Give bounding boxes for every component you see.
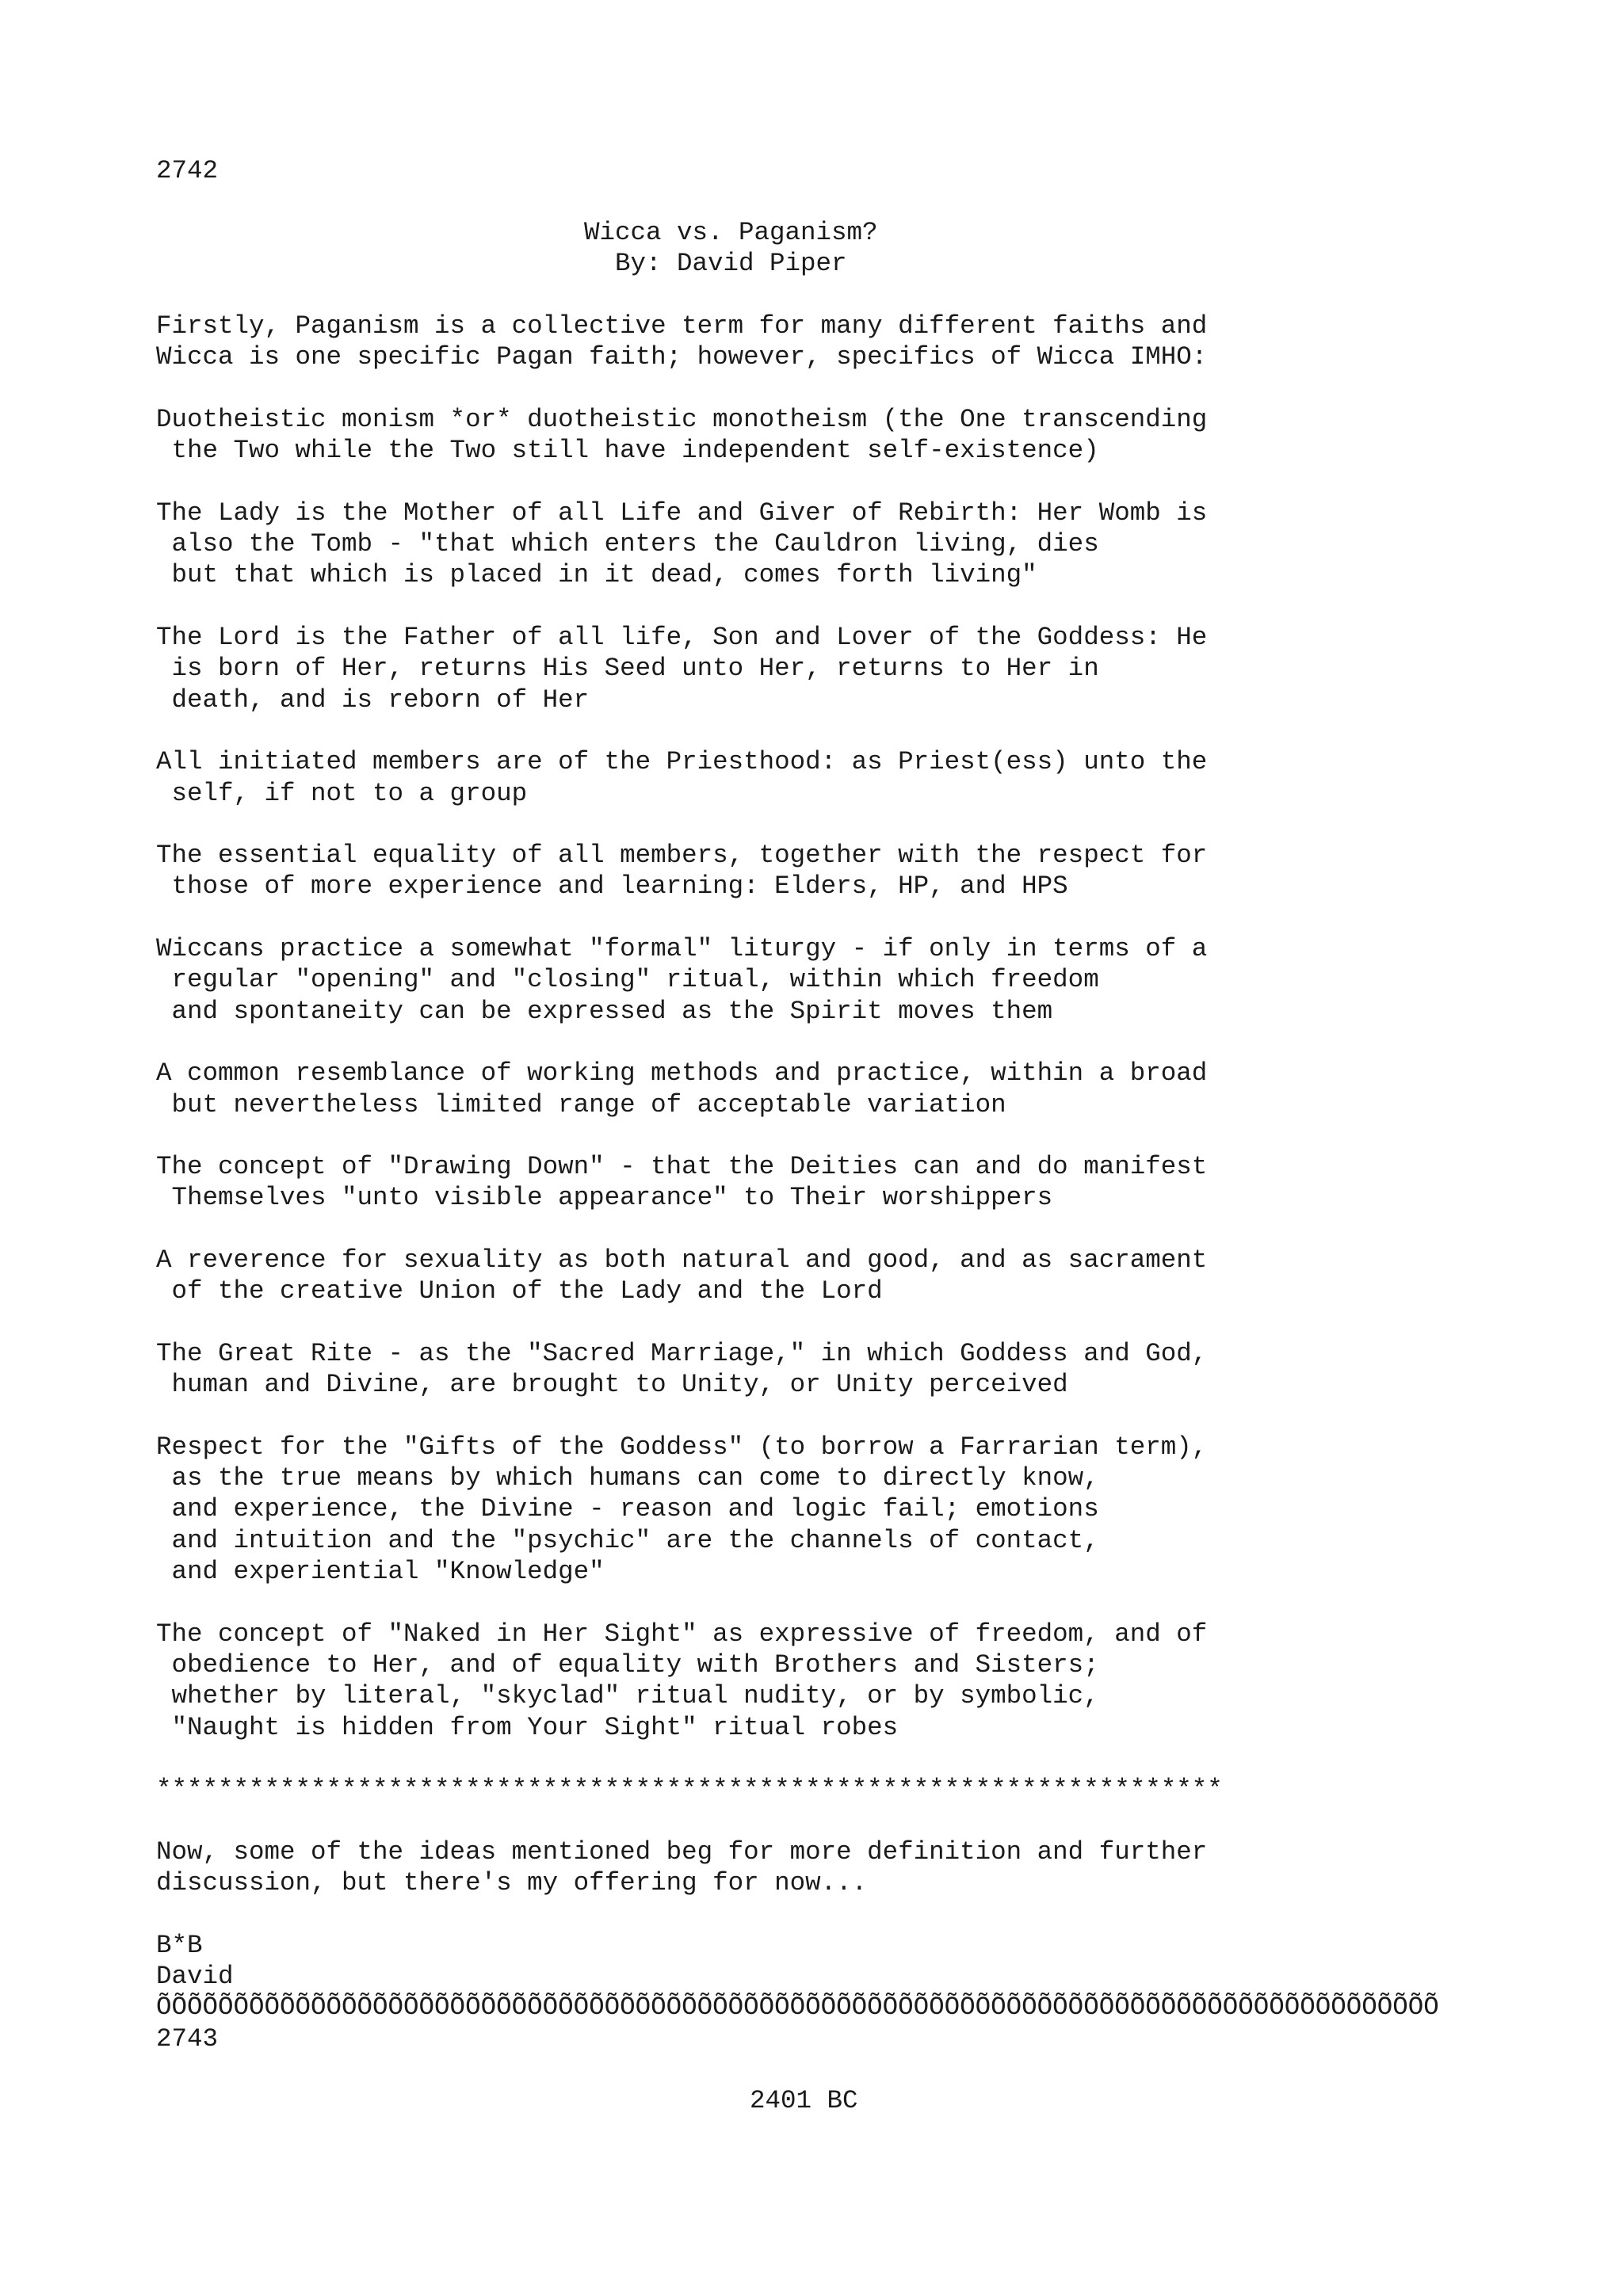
document-byline: By: David Piper — [615, 249, 847, 278]
entry-number: 2742 — [156, 156, 219, 185]
point-line: Duotheistic monism *or* duotheistic monotheism (the One transcending — [156, 404, 1208, 434]
point-line: and intuition and the "psychic" are the channels of contact, — [156, 1525, 1099, 1555]
point-line: is born of Her, returns His Seed unto Her, returns to Her in — [156, 654, 1099, 684]
point-line: the Two while the Two still have independent self-existence) — [156, 436, 1099, 466]
point-line: The Lady is the Mother of all Life and Giver of Rebirth: Her Womb is — [156, 498, 1208, 528]
point-line: and experience, the Divine - reason and logic fail; emotions — [156, 1494, 1099, 1524]
point-line: also the Tomb - "that which enters the Cauldron living, dies — [156, 529, 1099, 559]
point-line: human and Divine, are brought to Unity, or Unity perceived — [156, 1370, 1068, 1400]
point-line: of the creative Union of the Lady and the Lord — [156, 1276, 883, 1306]
point-line: Respect for the "Gifts of the Goddess" (to borrow a Farrarian term), — [156, 1432, 1208, 1462]
closing-line: Now, some of the ideas mentioned beg for more definition and further — [156, 1836, 1208, 1867]
point-line: All initiated members are of the Priesthood: as Priest(ess) unto the — [156, 747, 1208, 777]
next-entry-title: 2401 BC — [750, 2086, 858, 2116]
point-line: but that which is placed in it dead, comes forth living" — [156, 560, 1037, 590]
point-line: those of more experience and learning: Elders, HP, and HPS — [156, 871, 1068, 902]
point-line: The concept of "Naked in Her Sight" as expressive of freedom, and of — [156, 1619, 1208, 1649]
point-line: obedience to Her, and of equality with Brothers and Sisters; — [156, 1650, 1099, 1680]
point-line: as the true means by which humans can come to directly know, — [156, 1463, 1099, 1493]
point-line: death, and is reborn of Her — [156, 685, 590, 715]
signoff: B*B — [156, 1930, 203, 1960]
point-line: Themselves "unto visible appearance" to Their worshippers — [156, 1183, 1053, 1213]
character-rule: ÕÕÕÕÕÕÕÕÕÕÕÕÕÕÕÕÕÕÕÕÕÕÕÕÕÕÕÕÕÕÕÕÕÕÕÕÕÕÕÕÕÕÕÕÕÕÕÕÕÕÕÕÕÕÕÕÕÕÕÕÕÕÕÕÕÕÕÕÕÕÕÕÕÕÕÕÕÕÕÕÕÕÕ — [156, 1993, 1439, 2023]
intro-line: Wicca is one specific Pagan faith; however, specifics of Wicca IMHO: — [156, 342, 1208, 372]
point-line: but nevertheless limited range of acceptable variation — [156, 1089, 1006, 1119]
point-line: and experiential "Knowledge" — [156, 1557, 605, 1586]
point-line: The Great Rite - as the "Sacred Marriage," in which Goddess and God, — [156, 1338, 1208, 1368]
point-line: A reverence for sexuality as both natural and good, and as sacrament — [156, 1245, 1208, 1275]
closing-line: discussion, but there's my offering for now... — [156, 1868, 868, 1897]
point-line: Wiccans practice a somewhat "formal" liturgy - if only in terms of a — [156, 934, 1208, 963]
document-title: Wicca vs. Paganism? — [584, 218, 878, 247]
intro-line: Firstly, Paganism is a collective term for many different faiths and — [156, 311, 1208, 341]
signature: David — [156, 1961, 234, 1991]
point-line: self, if not to a group — [156, 778, 528, 808]
point-line: The essential equality of all members, together with the respect for — [156, 841, 1208, 871]
point-line: The concept of "Drawing Down" - that the Deities can and do manifest — [156, 1152, 1208, 1182]
point-line: whether by literal, "skyclad" ritual nudity, or by symbolic, — [156, 1681, 1099, 1711]
point-line: The Lord is the Father of all life, Son and Lover of the Goddess: He — [156, 623, 1208, 652]
point-line: regular "opening" and "closing" ritual, within which freedom — [156, 965, 1099, 995]
asterisk-separator: ********************************************************************* — [156, 1775, 1223, 1805]
point-line: "Naught is hidden from Your Sight" ritual robes — [156, 1712, 899, 1742]
next-entry-number: 2743 — [156, 2023, 219, 2054]
point-line: A common resemblance of working methods and practice, within a broad — [156, 1058, 1208, 1089]
point-line: and spontaneity can be expressed as the Spirit moves them — [156, 996, 1053, 1026]
